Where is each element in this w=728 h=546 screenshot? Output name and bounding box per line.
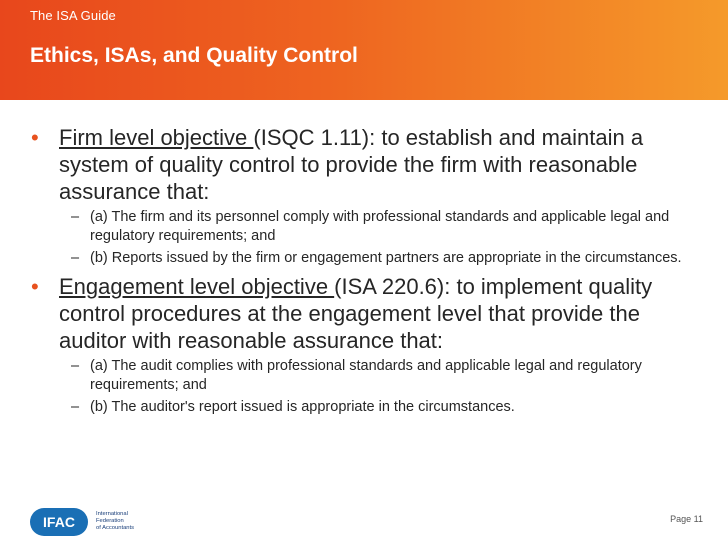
header-banner xyxy=(0,0,728,100)
subitem-text: (b) Reports issued by the firm or engagement partners are appropriate in the circumstances. xyxy=(90,250,682,266)
logo-text-line: International xyxy=(96,511,128,517)
logo-text-line: Federation xyxy=(96,518,124,524)
slide-content xyxy=(0,124,728,417)
bullet-lead: Engagement level objective xyxy=(59,274,335,299)
bullet-icon: • xyxy=(31,125,39,150)
dash-icon: – xyxy=(71,250,80,266)
ifac-logo-mark: IFAC xyxy=(30,508,88,536)
subitem xyxy=(0,208,728,246)
dash-icon: – xyxy=(71,209,80,225)
dash-icon: – xyxy=(71,399,80,415)
logo-text-line: of Accountants xyxy=(96,525,135,531)
subitem-text: (a) The firm and its personnel comply with professional standards and applicable legal and regulatory requirements; and xyxy=(90,209,670,244)
bullet-lead: Firm level objective xyxy=(59,125,254,150)
bullet-text: (ISQC 1.11): to establish and maintain a system of quality control to provide the firm with reasonable assurance that: xyxy=(59,125,644,204)
page-number: Page 11 xyxy=(670,514,703,524)
bullet-icon: • xyxy=(31,274,39,299)
ifac-logo xyxy=(30,508,150,538)
subitem xyxy=(0,357,728,395)
bullet-text: (ISA 220.6): to implement quality control procedures at the engagement level that provide the auditor with reasonable assurance that: xyxy=(59,274,653,353)
bullet-engagement-objective xyxy=(0,273,728,354)
subitem-text: (b) The auditor's report issued is appropriate in the circumstances. xyxy=(90,399,515,415)
guide-label: The ISA Guide xyxy=(30,8,116,23)
dash-icon: – xyxy=(71,358,80,374)
ifac-logo-text xyxy=(96,511,134,532)
slide-title: Ethics, ISAs, and Quality Control xyxy=(30,44,358,67)
subitem xyxy=(0,249,728,268)
subitem-text: (a) The audit complies with professional standards and applicable legal and regulatory requirements; and xyxy=(90,358,642,393)
bullet-firm-objective xyxy=(0,124,728,205)
subitem xyxy=(0,398,728,417)
